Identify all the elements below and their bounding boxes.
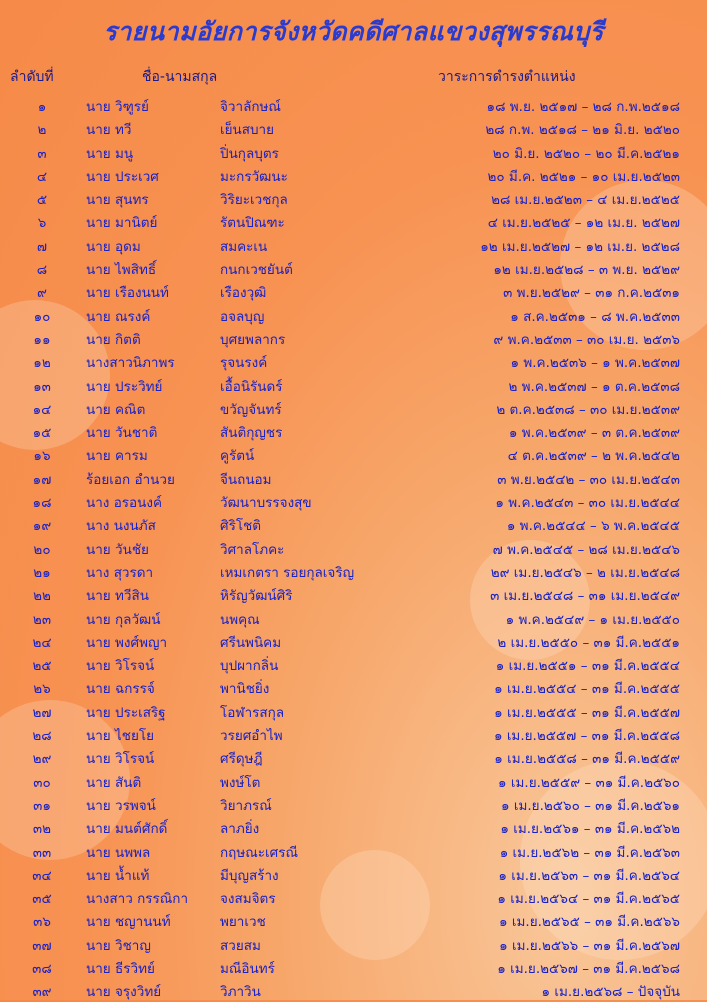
row-number: ๗ (36, 238, 48, 255)
row-number: ๓๐ (33, 774, 51, 791)
row-number: ๒๖ (33, 681, 51, 698)
last-name: รุจนรงค์ (220, 355, 268, 372)
term-of-office: ๒ พ.ค.๒๕๓๗ – ๑ ต.ค.๒๕๓๘ (508, 378, 680, 395)
first-name: นางสาว กรรณิกา (86, 891, 189, 908)
list-item (0, 977, 707, 1000)
list-item (0, 605, 707, 628)
term-of-office: ๑ เม.ย.๒๕๖๖ – ๓๑ มี.ค.๒๕๖๗ (499, 937, 680, 954)
list-item (0, 931, 707, 954)
last-name: บุปผากลิ่น (220, 658, 279, 675)
term-of-office: ๒๙ เม.ย.๒๕๔๖ – ๒ เม.ย.๒๕๔๘ (490, 564, 680, 581)
term-of-office: ๒๘ ก.พ. ๒๕๑๘ – ๒๑ มิ.ย. ๒๕๒๐ (485, 122, 680, 139)
list-item (0, 372, 707, 395)
list-item (0, 581, 707, 604)
term-of-office: ๑ เม.ย.๒๕๕๘ – ๓๑ มี.ค.๒๕๕๙ (494, 751, 680, 768)
last-name: เหมเกตรา รอยกุลเจริญ (220, 564, 355, 581)
first-name: นาย ไชยโย (86, 728, 155, 745)
term-of-office: ๔ ต.ค.๒๕๓๙ – ๒ พ.ค.๒๕๔๒ (507, 448, 680, 465)
first-name: นาย วรพจน์ (86, 797, 156, 814)
last-name: วิภาวิน (220, 984, 261, 1001)
last-name: พานิชยิ่ง (220, 681, 270, 698)
term-of-office: ๑ เม.ย.๒๕๕๙ – ๓๑ มี.ค.๒๕๖๐ (498, 774, 680, 791)
list-item (0, 208, 707, 231)
first-name: นาย ชญานนท์ (86, 914, 171, 931)
first-name: นาย ประวิทย์ (86, 378, 163, 395)
list-item (0, 721, 707, 744)
list-item (0, 232, 707, 255)
term-of-office: ๑ เม.ย.๒๕๖๐ – ๓๑ มี.ค.๒๕๖๑ (501, 797, 680, 814)
first-name: นาย มานิตย์ (86, 215, 158, 232)
list-item (0, 791, 707, 814)
row-number: ๒๐ (33, 541, 51, 558)
list-item (0, 861, 707, 884)
row-number: ๙ (37, 285, 47, 302)
first-name: นาย ทวี (86, 122, 132, 139)
list-item (0, 162, 707, 185)
row-number: ๓๗ (32, 937, 52, 954)
term-of-office: ๑ เม.ย.๒๕๖๔ – ๓๑ มี.ค.๒๕๖๕ (497, 891, 680, 908)
row-number: ๖ (37, 215, 47, 232)
first-name: นาย วิโรจน์ (86, 751, 155, 768)
last-name: พงษ์โต (220, 774, 261, 791)
list-item (0, 884, 707, 907)
list-item (0, 325, 707, 348)
list-item (0, 395, 707, 418)
last-name: รัตนปิณฑะ (220, 215, 285, 232)
last-name: วิศาลโภคะ (220, 541, 285, 558)
first-name: นาย คารม (86, 448, 148, 465)
term-of-office: ๑ เม.ย.๒๕๕๑ – ๓๑ มี.ค.๒๕๕๔ (495, 658, 680, 675)
last-name: โอฬารสกุล (220, 704, 285, 721)
list-item (0, 115, 707, 138)
header-name: ชื่อ-นามสกุล (142, 69, 218, 85)
last-name: จงสมจิตร (220, 891, 276, 908)
list-item (0, 535, 707, 558)
term-of-office: ๑ เม.ย.๒๕๖๑ – ๓๑ มี.ค.๒๕๖๒ (500, 821, 680, 838)
last-name: เย็นสบาย (220, 122, 275, 139)
list-item (0, 488, 707, 511)
term-of-office: ๑ เม.ย.๒๕๕๗ – ๓๑ มี.ค.๒๕๕๘ (493, 728, 680, 745)
term-of-office: ๑ พ.ค.๒๕๓๙ – ๓ ต.ค.๒๕๓๙ (508, 425, 680, 442)
list-item (0, 814, 707, 837)
list-item (0, 698, 707, 721)
term-of-office: ๑ เม.ย.๒๕๖๒ – ๓๑ มี.ค.๒๕๖๓ (499, 844, 680, 861)
row-number: ๓๓ (32, 844, 52, 861)
first-name: นาง อรอนงค์ (86, 495, 163, 512)
first-name: นาย คณิต (86, 401, 146, 418)
row-number: ๒๓ (32, 611, 52, 628)
row-number: ๒๔ (32, 634, 52, 651)
row-number: ๑๗ (32, 471, 52, 488)
last-name: กนกเวชยันต์ (220, 262, 293, 279)
list-item (0, 255, 707, 278)
term-of-office: ๓ พ.ย.๒๕๒๙ – ๓๑ ก.ค.๒๕๓๑ (503, 285, 680, 302)
list-item (0, 302, 707, 325)
last-name: วิริยะเวชกุล (220, 192, 288, 209)
last-name: ขวัญจันทร์ (220, 401, 282, 418)
list-item (0, 278, 707, 301)
list-item (0, 139, 707, 162)
first-name: นาย น้ำแท้ (86, 867, 150, 884)
prosecutor-list (0, 92, 707, 1001)
row-number: ๕ (36, 192, 48, 209)
last-name: ปิ่นกุลบุตร (220, 145, 279, 162)
first-name: นาย อุดม (86, 238, 141, 255)
last-name: กฤษณะเศรณี (220, 844, 298, 861)
row-number: ๒๗ (32, 704, 52, 721)
last-name: ศรีดุษฎี (220, 751, 263, 768)
term-of-office: ๑๘ พ.ย. ๒๕๑๗ – ๒๘ ก.พ.๒๕๑๘ (486, 99, 680, 115)
last-name: ศิริโชติ (220, 518, 262, 535)
row-number: ๓๔ (32, 867, 52, 884)
term-of-office: ๑ พ.ค.๒๕๔๙ – ๑ เม.ย.๒๕๕๐ (505, 611, 680, 628)
term-of-office: ๑๒ เม.ย.๒๕๒๘ – ๓ พ.ย. ๒๕๒๙ (493, 262, 680, 279)
last-name: สวยสม (220, 937, 261, 954)
list-item (0, 418, 707, 441)
list-item (0, 185, 707, 208)
list-item (0, 558, 707, 581)
first-name: นาย ประเวศ (86, 168, 159, 185)
first-name: นาย มนู (86, 145, 134, 162)
row-number: ๓๕ (32, 891, 52, 908)
row-number: ๓๒ (32, 821, 52, 838)
list-item (0, 465, 707, 488)
first-name: นางสาวนิภาพร (86, 355, 175, 372)
list-item (0, 954, 707, 977)
row-number: ๑๒ (33, 355, 51, 372)
last-name: จีนถนอม (220, 471, 272, 488)
last-name: อจลบุญ (220, 308, 265, 325)
first-name: นาย สันติ (86, 774, 142, 791)
term-of-office: ๑ เม.ย.๒๕๕๕ – ๓๑ มี.ค.๒๕๕๗ (494, 704, 680, 721)
list-item (0, 651, 707, 674)
row-number: ๑๙ (32, 518, 52, 535)
last-name: คูรัตน์ (220, 448, 255, 465)
header-term: วาระการดำรงตำแหน่ง (438, 69, 576, 85)
row-number: ๒๒ (33, 588, 51, 605)
first-name: นาย ธีรวิทย์ (86, 960, 155, 977)
term-of-office: ๑ เม.ย.๒๕๖๓ – ๓๑ มี.ค.๒๕๖๔ (498, 867, 680, 884)
term-of-office: ๑ เม.ย.๒๕๖๘ – ปัจจุบัน (541, 984, 680, 1001)
row-number: ๘ (36, 262, 48, 279)
term-of-office: ๑ พ.ค.๒๕๔๓ – ๓๐ เม.ย.๒๕๔๔ (495, 495, 680, 512)
list-item (0, 838, 707, 861)
last-name: เรืองวุฒิ (220, 285, 267, 302)
row-number: ๓๙ (32, 984, 52, 1001)
list-item (0, 92, 707, 115)
first-name: นาย ไพสิทธิ์ (86, 262, 157, 279)
first-name: นาย ฉกรรจ์ (86, 681, 155, 698)
term-of-office: ๒๐ มี.ค. ๒๕๒๑ – ๑๐ เม.ย.๒๕๒๓ (487, 168, 680, 185)
list-item (0, 628, 707, 651)
term-of-office: ๒๘ เม.ย.๒๕๒๓ – ๔ เม.ย.๒๕๒๕ (491, 192, 680, 209)
term-of-office: ๑ ส.ค.๒๕๓๑ – ๘ พ.ค.๒๕๓๓ (510, 308, 680, 325)
first-name: นาย กุลวัฒน์ (86, 611, 161, 628)
row-number: ๑๖ (33, 448, 51, 465)
last-name: สมคะเน (220, 238, 268, 255)
first-name: นาง สุวรดา (86, 564, 154, 581)
first-name: นาย กิตติ (86, 331, 141, 348)
row-number: ๒๙ (32, 751, 52, 768)
first-name: นาย จรุงวิทย์ (86, 984, 162, 1001)
last-name: วัฒนาบรรจงสุข (220, 495, 312, 512)
row-number: ๑๘ (32, 495, 52, 512)
term-of-office: ๓ เม.ย.๒๕๔๘ – ๓๑ เม.ย.๒๕๔๙ (490, 588, 680, 605)
first-name: นาย เรืองนนท์ (86, 285, 169, 302)
first-name: นาย วิฑูรย์ (86, 99, 149, 115)
term-of-office: ๑ เม.ย.๒๕๖๕ – ๓๑ มี.ค.๒๕๖๖ (499, 914, 680, 931)
row-number: ๑๕ (32, 425, 52, 442)
last-name: มะกรวัฒนะ (220, 168, 288, 185)
term-of-office: ๙ พ.ค.๒๕๓๓ – ๓๐ เม.ย. ๒๕๓๖ (493, 331, 680, 348)
term-of-office: ๓ พ.ย.๒๕๔๒ – ๓๐ เม.ย.๒๕๔๓ (497, 471, 680, 488)
header-order: ลำดับที่ (10, 69, 54, 85)
term-of-office: ๑๒ เม.ย.๒๕๒๗ – ๑๒ เม.ย. ๒๕๒๘ (480, 238, 680, 255)
row-number: ๓๖ (33, 914, 51, 931)
first-name: นาย ประเสริฐ (86, 704, 166, 721)
last-name: จิวาลักษณ์ (220, 99, 281, 115)
last-name: พยาเวช (220, 914, 266, 931)
term-of-office: ๔ เม.ย.๒๕๒๕ – ๑๒ เม.ย. ๒๕๒๗ (487, 215, 680, 232)
list-item (0, 907, 707, 930)
list-item (0, 674, 707, 697)
first-name: นาย วิโรจน์ (86, 658, 155, 675)
last-name: หิรัญวัฒน์ศิริ (220, 588, 293, 605)
first-name: นาย พงศ์พญา (86, 634, 168, 651)
term-of-office: ๑ พ.ค.๒๕๔๔ – ๖ พ.ค.๒๕๔๕ (506, 518, 680, 535)
row-number: ๒๑ (33, 564, 51, 581)
first-name: นาย ทวีสิน (86, 588, 149, 605)
row-number: ๑๓ (33, 378, 51, 395)
list-item (0, 768, 707, 791)
first-name: นาง นงนภัส (86, 518, 156, 535)
last-name: มณีอินทร์ (220, 960, 275, 977)
row-number: ๑๑ (33, 331, 51, 348)
term-of-office: ๑ เม.ย.๒๕๖๗ – ๓๑ มี.ค.๒๕๖๘ (497, 960, 680, 977)
row-number: ๑๐ (33, 308, 51, 325)
last-name: นพคุณ (220, 611, 260, 628)
last-name: วิยาภรณ์ (220, 797, 272, 814)
list-item (0, 348, 707, 371)
first-name: นาย มนต์ศักดิ์ (86, 821, 168, 838)
last-name: ลาภยิ่ง (220, 821, 260, 838)
last-name: บุศยพลากร (220, 331, 286, 348)
term-of-office: ๒๐ มิ.ย. ๒๕๒๐ – ๒๐ มี.ค.๒๕๒๑ (492, 145, 680, 162)
first-name: นาย วันชาติ (86, 425, 158, 442)
term-of-office: ๗ พ.ค.๒๕๔๕ – ๒๘ เม.ย.๒๕๔๖ (492, 541, 680, 558)
first-name: ร้อยเอก อำนวย (86, 471, 175, 488)
last-name: วรยศอำไพ (220, 728, 283, 745)
last-name: ศรีนพนิคม (220, 634, 282, 651)
term-of-office: ๑ เม.ย.๒๕๕๔ – ๓๑ มี.ค.๒๕๕๕ (494, 681, 680, 698)
row-number: ๓ (37, 145, 47, 162)
row-number: ๒๘ (32, 728, 52, 745)
term-of-office: ๑ พ.ค.๒๕๓๖ – ๑ พ.ค.๒๕๓๗ (510, 355, 680, 372)
row-number: ๒ (37, 122, 47, 139)
list-item (0, 511, 707, 534)
last-name: มีบุญสร้าง (220, 867, 279, 884)
page-title: รายนามอัยการจังหวัดคดีศาลแขวงสุพรรณบุรี (103, 17, 604, 46)
first-name: นาย นพพล (86, 844, 151, 861)
row-number: ๔ (36, 168, 48, 185)
first-name: นาย ณรงค์ (86, 308, 151, 325)
last-name: เอื้อนิรันดร์ (220, 378, 283, 395)
term-of-office: ๒ ต.ค.๒๕๓๘ – ๓๐ เม.ย.๒๕๓๙ (496, 401, 680, 418)
first-name: นาย วิชาญ (86, 937, 151, 954)
last-name: สันติกุญชร (220, 425, 283, 442)
first-name: นาย สุนทร (86, 192, 149, 209)
row-number: ๓๘ (32, 960, 52, 977)
row-number: ๑๔ (32, 401, 52, 418)
list-item (0, 744, 707, 767)
term-of-office: ๒ เม.ย.๒๕๕๐ – ๓๑ มี.ค.๒๕๕๑ (497, 634, 680, 651)
row-number: ๓๑ (33, 797, 51, 814)
first-name: นาย วันชัย (86, 541, 149, 558)
list-item (0, 441, 707, 464)
row-number: ๑ (37, 99, 47, 115)
row-number: ๒๕ (32, 658, 52, 675)
